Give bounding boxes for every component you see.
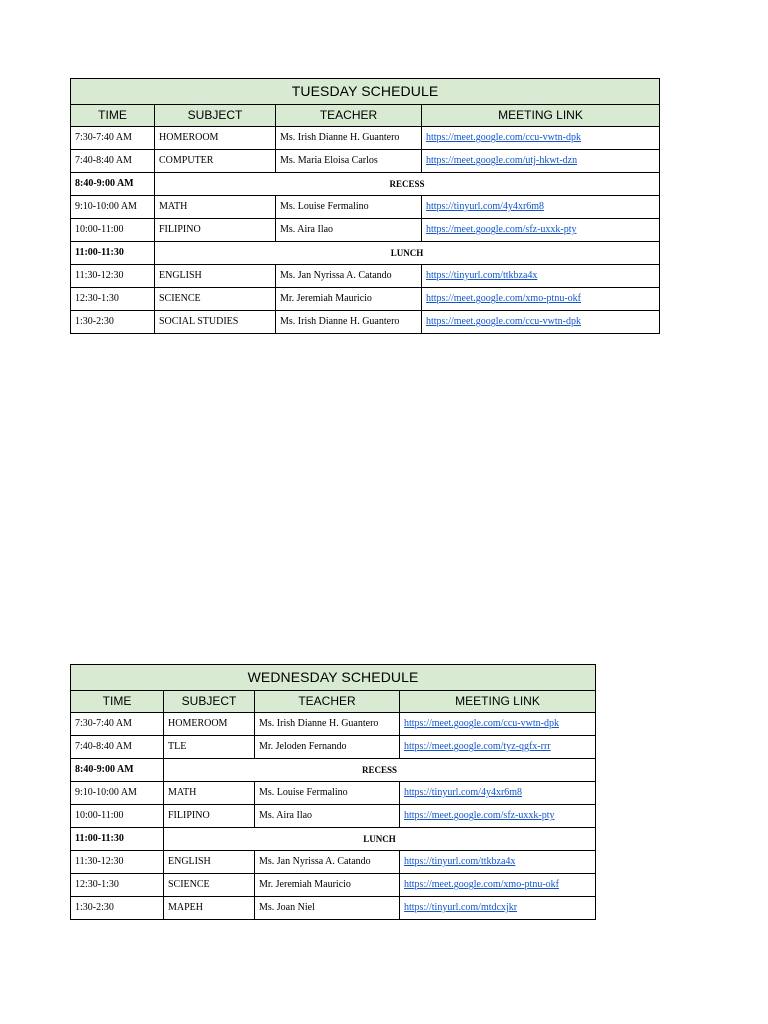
cell-time: 10:00-11:00	[71, 805, 164, 828]
col-header-teacher: TEACHER	[276, 105, 422, 127]
cell-time: 7:30-7:40 AM	[71, 127, 155, 150]
cell-meeting-link	[422, 196, 660, 219]
table-row	[71, 288, 660, 311]
cell-break-label: RECESS	[164, 759, 596, 782]
table-row	[71, 805, 596, 828]
cell-teacher: Ms. Jan Nyrissa A. Catando	[276, 265, 422, 288]
cell-time: 11:30-12:30	[71, 851, 164, 874]
cell-meeting-link	[400, 897, 596, 920]
col-header-time: TIME	[71, 105, 155, 127]
col-header-time: TIME	[71, 691, 164, 713]
table-row	[71, 196, 660, 219]
table-row	[71, 897, 596, 920]
cell-meeting-link	[422, 219, 660, 242]
meeting-link[interactable]: https://meet.google.com/xmo-ptnu-okf	[404, 879, 559, 890]
meeting-link[interactable]: https://meet.google.com/sfz-uxxk-pty	[426, 224, 577, 235]
table-row	[71, 265, 660, 288]
cell-subject: ENGLISH	[155, 265, 276, 288]
cell-time: 8:40-9:00 AM	[71, 759, 164, 782]
col-header-meeting-link: MEETING LINK	[400, 691, 596, 713]
cell-teacher: Ms. Louise Fermalino	[276, 196, 422, 219]
cell-subject: MATH	[155, 196, 276, 219]
cell-teacher: Ms. Maria Eloisa Carlos	[276, 150, 422, 173]
cell-subject: FILIPINO	[155, 219, 276, 242]
meeting-link[interactable]: https://meet.google.com/ccu-vwtn-dpk	[426, 132, 581, 143]
cell-teacher: Mr. Jeremiah Mauricio	[255, 874, 400, 897]
cell-subject: ENGLISH	[164, 851, 255, 874]
cell-teacher: Ms. Aira Ilao	[276, 219, 422, 242]
cell-time: 12:30-1:30	[71, 874, 164, 897]
cell-time: 7:40-8:40 AM	[71, 736, 164, 759]
cell-break-label: LUNCH	[155, 242, 660, 265]
table-row	[71, 150, 660, 173]
meeting-link[interactable]: https://tinyurl.com/ttkbza4x	[404, 856, 516, 867]
cell-meeting-link	[400, 805, 596, 828]
cell-subject: FILIPINO	[164, 805, 255, 828]
cell-time: 1:30-2:30	[71, 311, 155, 334]
cell-meeting-link	[422, 127, 660, 150]
cell-meeting-link	[400, 736, 596, 759]
cell-teacher: Mr. Jeremiah Mauricio	[276, 288, 422, 311]
cell-subject: MAPEH	[164, 897, 255, 920]
cell-time: 9:10-10:00 AM	[71, 782, 164, 805]
break-row	[71, 759, 596, 782]
cell-time: 11:00-11:30	[71, 242, 155, 265]
table-row	[71, 874, 596, 897]
cell-teacher: Ms. Jan Nyrissa A. Catando	[255, 851, 400, 874]
cell-time: 11:30-12:30	[71, 265, 155, 288]
cell-subject: SOCIAL STUDIES	[155, 311, 276, 334]
cell-meeting-link	[400, 782, 596, 805]
meeting-link[interactable]: https://meet.google.com/utj-hkwt-dzn	[426, 155, 578, 166]
cell-subject: HOMEROOM	[155, 127, 276, 150]
meeting-link[interactable]: https://meet.google.com/ccu-vwtn-dpk	[404, 718, 559, 729]
cell-time: 8:40-9:00 AM	[71, 173, 155, 196]
cell-break-label: LUNCH	[164, 828, 596, 851]
cell-time: 7:40-8:40 AM	[71, 150, 155, 173]
cell-meeting-link	[400, 713, 596, 736]
cell-meeting-link	[400, 851, 596, 874]
cell-subject: SCIENCE	[155, 288, 276, 311]
wednesday-schedule-table	[70, 664, 596, 920]
cell-subject: MATH	[164, 782, 255, 805]
meeting-link[interactable]: https://tinyurl.com/mtdcxjkr	[404, 902, 518, 913]
col-header-teacher: TEACHER	[255, 691, 400, 713]
cell-time: 1:30-2:30	[71, 897, 164, 920]
meeting-link[interactable]: https://tinyurl.com/4y4xr6m8	[426, 201, 545, 212]
cell-subject: TLE	[164, 736, 255, 759]
cell-time: 11:00-11:30	[71, 828, 164, 851]
table-row	[71, 851, 596, 874]
meeting-link[interactable]: https://meet.google.com/xmo-ptnu-okf	[426, 293, 581, 304]
break-row	[71, 242, 660, 265]
table-row	[71, 713, 596, 736]
table-row	[71, 127, 660, 150]
meeting-link[interactable]: https://meet.google.com/sfz-uxxk-pty	[404, 810, 555, 821]
col-header-meeting-link: MEETING LINK	[422, 105, 660, 127]
cell-subject: HOMEROOM	[164, 713, 255, 736]
tuesday-rows	[71, 127, 660, 334]
tuesday-title: TUESDAY SCHEDULE	[71, 79, 660, 105]
cell-teacher: Ms. Irish Dianne H. Guantero	[276, 311, 422, 334]
col-header-subject: SUBJECT	[164, 691, 255, 713]
cell-meeting-link	[422, 150, 660, 173]
table-row	[71, 782, 596, 805]
table-row	[71, 311, 660, 334]
meeting-link[interactable]: https://tinyurl.com/ttkbza4x	[426, 270, 538, 281]
cell-meeting-link	[422, 288, 660, 311]
table-row	[71, 219, 660, 242]
cell-break-label: RECESS	[155, 173, 660, 196]
table-row	[71, 736, 596, 759]
cell-time: 12:30-1:30	[71, 288, 155, 311]
cell-teacher: Ms. Irish Dianne H. Guantero	[276, 127, 422, 150]
wednesday-title: WEDNESDAY SCHEDULE	[71, 665, 596, 691]
cell-teacher: Mr. Jeloden Fernando	[255, 736, 400, 759]
cell-teacher: Ms. Aira Ilao	[255, 805, 400, 828]
break-row	[71, 828, 596, 851]
cell-meeting-link	[400, 874, 596, 897]
break-row	[71, 173, 660, 196]
cell-subject: SCIENCE	[164, 874, 255, 897]
cell-time: 10:00-11:00	[71, 219, 155, 242]
cell-subject: COMPUTER	[155, 150, 276, 173]
cell-teacher: Ms. Joan Niel	[255, 897, 400, 920]
cell-time: 9:10-10:00 AM	[71, 196, 155, 219]
cell-teacher: Ms. Irish Dianne H. Guantero	[255, 713, 400, 736]
cell-time: 7:30-7:40 AM	[71, 713, 164, 736]
cell-meeting-link	[422, 311, 660, 334]
wednesday-rows	[71, 713, 596, 920]
tuesday-schedule-table	[70, 78, 660, 334]
cell-teacher: Ms. Louise Fermalino	[255, 782, 400, 805]
meeting-link[interactable]: https://meet.google.com/tyz-qgfx-rrr	[404, 741, 551, 752]
meeting-link[interactable]: https://meet.google.com/ccu-vwtn-dpk	[426, 316, 581, 327]
meeting-link[interactable]: https://tinyurl.com/4y4xr6m8	[404, 787, 523, 798]
col-header-subject: SUBJECT	[155, 105, 276, 127]
cell-meeting-link	[422, 265, 660, 288]
